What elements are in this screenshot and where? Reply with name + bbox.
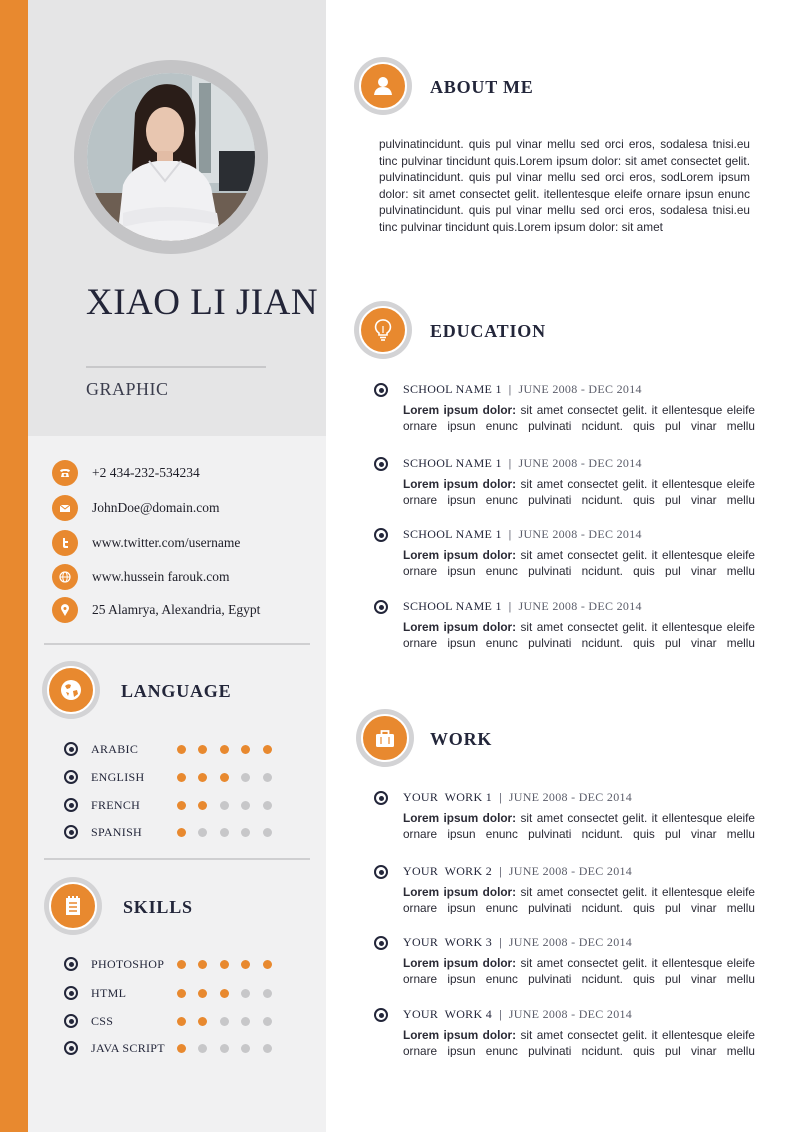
entry-description	[403, 1027, 755, 1057]
rating-dot-filled	[198, 773, 207, 782]
rating-dot-empty	[263, 801, 272, 810]
language-row	[64, 769, 284, 785]
profile-name: XIAO LI JIAN	[86, 282, 319, 323]
about-title: ABOUT ME	[430, 77, 534, 97]
skill-label: CSS	[91, 1013, 114, 1028]
entry-bold-lead: Lorem ipsum dolor:	[403, 548, 517, 562]
entry-name: SCHOOL NAME 1	[403, 527, 502, 541]
entry-date: JUNE 2008 - DEC 2014	[518, 382, 642, 396]
entry-separator: |	[499, 864, 502, 878]
rating-dot-filled	[220, 989, 229, 998]
rating-dot-filled	[177, 801, 186, 810]
entry-bold-lead: Lorem ipsum dolor:	[403, 811, 517, 825]
rating-dot-filled	[177, 960, 186, 969]
skill-row	[64, 956, 284, 972]
education-title: EDUCATION	[430, 321, 546, 341]
language-label: ARABIC	[91, 741, 139, 756]
entry-name: SCHOOL NAME 1	[403, 456, 502, 470]
education-entry	[374, 455, 756, 515]
language-row	[64, 741, 284, 757]
rating-dot-filled	[263, 745, 272, 754]
rating-dot-empty	[220, 1044, 229, 1053]
rating-dot-empty	[241, 989, 250, 998]
rating-dot-filled	[198, 1017, 207, 1026]
skill-row	[64, 1013, 284, 1029]
entry-bold-lead: Lorem ipsum dolor:	[403, 403, 517, 417]
entry-bold-lead: Lorem ipsum dolor:	[403, 885, 517, 899]
bullet-icon	[374, 457, 388, 471]
entry-description	[403, 547, 755, 577]
globe-icon	[52, 564, 78, 590]
rating-dot-empty	[241, 1044, 250, 1053]
rating-dot-empty	[220, 828, 229, 837]
entry-name: YOUR WORK 1	[403, 790, 493, 804]
rating-dot-filled	[177, 745, 186, 754]
entry-description	[403, 884, 755, 914]
entry-heading	[403, 935, 632, 950]
contact-twitter-text[interactable]: www.twitter.com/username	[92, 535, 241, 550]
entry-bold-lead: Lorem ipsum dolor:	[403, 956, 517, 970]
entry-heading	[403, 1007, 632, 1022]
entry-text: sit amet consectet gelit. it ellentesque eleife ornare ipsun enunc pulvinati ncidunt. quis pul vinar mellu	[403, 548, 755, 577]
entry-description	[403, 955, 755, 985]
bullet-icon	[64, 986, 78, 1000]
rating-dot-filled	[198, 745, 207, 754]
contact-phone	[52, 459, 200, 487]
language-row	[64, 797, 284, 813]
entry-description	[403, 619, 755, 649]
entry-date: JUNE 2008 - DEC 2014	[508, 790, 633, 804]
about-header-icon-frame	[354, 57, 412, 115]
bullet-icon	[374, 1008, 388, 1022]
entry-description	[403, 476, 755, 506]
work-entry	[374, 934, 756, 994]
rating-dots	[177, 773, 285, 782]
education-entry	[374, 598, 756, 658]
language-label: SPANISH	[91, 824, 143, 839]
entry-text: sit amet consectet gelit. it ellentesque eleife ornare ipsun enunc pulvinati ncidunt. quis pul vinar mellu	[403, 956, 755, 985]
contact-phone-text: +2 434-232-534234	[92, 465, 200, 480]
twitter-icon	[52, 530, 78, 556]
rating-dots	[177, 1044, 285, 1053]
rating-dot-empty	[263, 773, 272, 782]
entry-heading	[403, 790, 632, 805]
work-header-icon-frame	[356, 709, 414, 767]
lightbulb-icon	[359, 306, 407, 354]
rating-dot-empty	[263, 1017, 272, 1026]
accent-stripe	[0, 0, 28, 1132]
entry-separator: |	[508, 527, 512, 541]
entry-date: JUNE 2008 - DEC 2014	[508, 935, 633, 949]
rating-dot-empty	[241, 801, 250, 810]
bullet-icon	[374, 791, 388, 805]
rating-dot-filled	[241, 745, 250, 754]
rating-dot-empty	[263, 1044, 272, 1053]
entry-separator: |	[508, 382, 512, 396]
location-icon	[52, 597, 78, 623]
language-title: LANGUAGE	[121, 681, 232, 701]
entry-separator: |	[508, 599, 512, 613]
entry-bold-lead: Lorem ipsum dolor:	[403, 1028, 517, 1042]
education-entry	[374, 381, 756, 441]
rating-dot-filled	[177, 828, 186, 837]
rating-dots	[177, 989, 285, 998]
sidebar-divider	[44, 858, 310, 860]
entry-bold-lead: Lorem ipsum dolor:	[403, 477, 517, 491]
phone-icon	[52, 460, 78, 486]
entry-heading	[403, 864, 632, 879]
rating-dot-filled	[198, 989, 207, 998]
skill-label: PHOTOSHOP	[91, 956, 165, 971]
contact-email	[52, 494, 220, 522]
language-row	[64, 824, 284, 840]
entry-separator: |	[499, 935, 502, 949]
globe-icon	[47, 666, 95, 714]
rating-dot-filled	[177, 989, 186, 998]
work-entry	[374, 1006, 756, 1066]
rating-dot-filled	[198, 960, 207, 969]
rating-dots	[177, 745, 285, 754]
rating-dots	[177, 960, 285, 969]
rating-dot-empty	[263, 989, 272, 998]
skills-header-icon-frame	[44, 877, 102, 935]
entry-separator: |	[508, 456, 512, 470]
profile-role: GRAPHIC	[86, 379, 169, 399]
education-entry	[374, 526, 756, 586]
contact-twitter	[52, 529, 240, 557]
entry-name: YOUR WORK 3	[403, 935, 493, 949]
contact-website	[52, 563, 229, 591]
rating-dot-empty	[198, 828, 207, 837]
briefcase-icon	[361, 714, 409, 762]
rating-dot-filled	[177, 1017, 186, 1026]
rating-dot-empty	[220, 1017, 229, 1026]
entry-name: SCHOOL NAME 1	[403, 382, 502, 396]
contact-email-text[interactable]: JohnDoe@domain.com	[92, 500, 220, 515]
skills-title: SKILLS	[123, 897, 193, 917]
rating-dots	[177, 828, 285, 837]
rating-dot-filled	[177, 1044, 186, 1053]
entry-separator: |	[499, 1007, 502, 1021]
bullet-icon	[374, 865, 388, 879]
contact-address-text: 25 Alamrya, Alexandria, Egypt	[92, 602, 261, 617]
bullet-icon	[64, 1014, 78, 1028]
entry-heading	[403, 527, 642, 542]
entry-text: sit amet consectet gelit. it ellentesque eleife ornare ipsun enunc pulvinati ncidunt. quis pul vinar mellu	[403, 403, 755, 432]
entry-date: JUNE 2008 - DEC 2014	[508, 864, 633, 878]
language-label: ENGLISH	[91, 769, 145, 784]
skill-row	[64, 985, 284, 1001]
bullet-icon	[64, 1041, 78, 1055]
entry-name: YOUR WORK 4	[403, 1007, 493, 1021]
rating-dot-empty	[220, 801, 229, 810]
rating-dot-empty	[241, 773, 250, 782]
sidebar-divider	[44, 643, 310, 645]
bullet-icon	[374, 600, 388, 614]
skill-row	[64, 1040, 284, 1056]
mail-icon	[52, 495, 78, 521]
rating-dot-filled	[177, 773, 186, 782]
bullet-icon	[64, 742, 78, 756]
entry-description	[403, 810, 755, 840]
skill-label: HTML	[91, 985, 127, 1000]
entry-date: JUNE 2008 - DEC 2014	[518, 456, 642, 470]
rating-dot-filled	[241, 960, 250, 969]
user-icon	[359, 62, 407, 110]
rating-dot-empty	[198, 1044, 207, 1053]
rating-dot-filled	[198, 801, 207, 810]
entry-text: sit amet consectet gelit. it ellentesque eleife ornare ipsun enunc pulvinati ncidunt. quis pul vinar mellu	[403, 811, 755, 840]
work-entry	[374, 863, 756, 923]
profile-photo-frame	[74, 60, 268, 254]
entry-heading	[403, 382, 642, 397]
entry-text: sit amet consectet gelit. it ellentesque eleife ornare ipsun enunc pulvinati ncidunt. quis pul vinar mellu	[403, 620, 755, 649]
entry-description	[403, 402, 755, 432]
rating-dot-filled	[220, 773, 229, 782]
entry-name: YOUR WORK 2	[403, 864, 493, 878]
entry-heading	[403, 599, 642, 614]
entry-text: sit amet consectet gelit. it ellentesque eleife ornare ipsun enunc pulvinati ncidunt. quis pul vinar mellu	[403, 1028, 755, 1057]
entry-text: sit amet consectet gelit. it ellentesque eleife ornare ipsun enunc pulvinati ncidunt. quis pul vinar mellu	[403, 477, 755, 506]
entry-bold-lead: Lorem ipsum dolor:	[403, 620, 517, 634]
education-header-icon-frame	[354, 301, 412, 359]
rating-dot-empty	[263, 828, 272, 837]
contact-address	[52, 596, 260, 624]
language-label: FRENCH	[91, 797, 141, 812]
skill-label: JAVA SCRIPT	[91, 1040, 165, 1055]
portrait-image	[87, 73, 255, 241]
profile-photo	[87, 73, 255, 241]
rating-dot-filled	[263, 960, 272, 969]
bullet-icon	[374, 383, 388, 397]
notepad-icon	[49, 882, 97, 930]
entry-name: SCHOOL NAME 1	[403, 599, 502, 613]
rating-dot-filled	[220, 960, 229, 969]
name-underline	[86, 366, 266, 368]
entry-heading	[403, 456, 642, 471]
bullet-icon	[64, 825, 78, 839]
rating-dot-filled	[220, 745, 229, 754]
entry-date: JUNE 2008 - DEC 2014	[518, 527, 642, 541]
rating-dot-empty	[241, 828, 250, 837]
bullet-icon	[64, 957, 78, 971]
entry-text: sit amet consectet gelit. it ellentesque eleife ornare ipsun enunc pulvinati ncidunt. quis pul vinar mellu	[403, 885, 755, 914]
entry-date: JUNE 2008 - DEC 2014	[518, 599, 642, 613]
contact-website-text[interactable]: www.hussein farouk.com	[92, 569, 230, 584]
bullet-icon	[64, 798, 78, 812]
entry-separator: |	[499, 790, 502, 804]
rating-dots	[177, 801, 285, 810]
rating-dots	[177, 1017, 285, 1026]
entry-date: JUNE 2008 - DEC 2014	[508, 1007, 633, 1021]
rating-dot-empty	[241, 1017, 250, 1026]
bullet-icon	[374, 936, 388, 950]
about-text: pulvinatincidunt. quis pul vinar mellu sed orci eros, sodalesa tnisi.eu tinc pulvinar tincidunt quis.Lorem ipsum dolor: sit amet consectet gelit. pulvinatincidunt. quis pul vinar mellu sed orci eros, sodLorem ipsum dolor: sit amet consectet gelit. itellentesque eleife ornare ipsun enunc pulvinatincidunt. quis pul vinar mellu sed orci eros, sodalesa tnisi.eu tinc pulvinar tincidunt quis.Lorem ipsum dolor: sit amet	[379, 137, 750, 234]
work-title: WORK	[430, 729, 493, 749]
work-entry	[374, 789, 756, 849]
bullet-icon	[64, 770, 78, 784]
language-header-icon-frame	[42, 661, 100, 719]
bullet-icon	[374, 528, 388, 542]
